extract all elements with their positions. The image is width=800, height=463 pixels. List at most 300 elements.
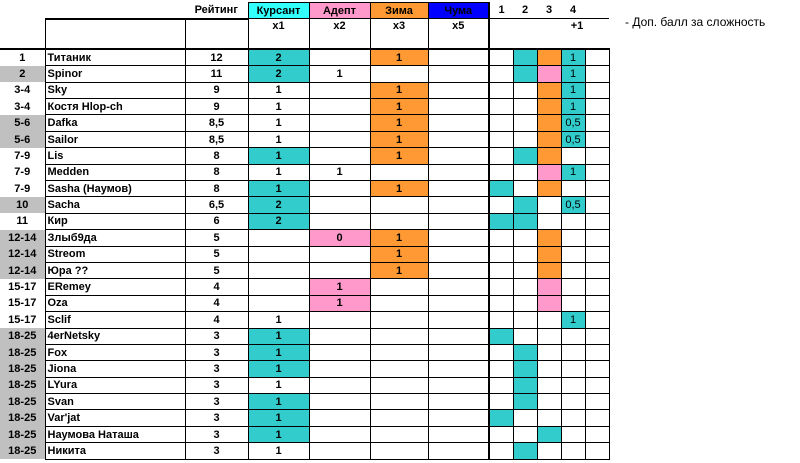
name-cell: Medden [45, 164, 185, 180]
extra-cell [585, 99, 609, 115]
rating-cell: 4 [185, 295, 248, 311]
stage-2-cell [513, 66, 537, 82]
stage-3-cell [537, 181, 561, 197]
rating-cell: 5 [185, 230, 248, 246]
name-cell: Dafka [45, 115, 185, 131]
extra-cell [585, 66, 609, 82]
mult-adept: x2 [309, 19, 370, 49]
bonus-cell [561, 181, 585, 197]
kursant-cell [248, 230, 309, 246]
chuma-cell [428, 246, 489, 262]
zima-cell: 1 [370, 49, 428, 66]
zima-cell [370, 279, 428, 295]
stage-2-cell [513, 377, 537, 393]
table-row [0, 213, 609, 229]
name-cell: Никита [45, 443, 185, 459]
kursant-cell: 2 [248, 197, 309, 213]
zima-cell: 1 [370, 131, 428, 147]
zima-cell: 1 [370, 148, 428, 164]
stage-1-cell [489, 49, 513, 66]
name-cell: Костя Hlop-ch [45, 99, 185, 115]
stage-3-cell [537, 164, 561, 180]
adept-cell: 1 [309, 66, 370, 82]
chuma-cell [428, 377, 489, 393]
name-cell: Fox [45, 344, 185, 360]
stage-3-cell [537, 394, 561, 410]
rank-cell: 12-14 [0, 246, 45, 262]
table-row [0, 246, 609, 262]
stage-2-cell [513, 295, 537, 311]
adept-cell [309, 49, 370, 66]
bonus-cell: 1 [561, 312, 585, 328]
stage-1-cell [489, 443, 513, 459]
zima-cell [370, 410, 428, 426]
zima-cell: 1 [370, 246, 428, 262]
adept-cell [309, 262, 370, 278]
rank-cell: 2 [0, 66, 45, 82]
extra-cell [585, 181, 609, 197]
rank-cell: 3-4 [14, 84, 31, 97]
adept-cell [309, 246, 370, 262]
kursant-cell [248, 246, 309, 262]
rating-cell: 9 [185, 82, 248, 98]
stage-2-cell [513, 181, 537, 197]
rank-cell: 18-25 [0, 426, 45, 442]
kursant-cell: 1 [248, 410, 309, 426]
bonus-cell: 1 [561, 99, 585, 115]
kursant-cell: 1 [248, 426, 309, 442]
stage-2-cell [513, 328, 537, 344]
zima-cell [370, 394, 428, 410]
zima-cell: 1 [370, 230, 428, 246]
bonus-cell [561, 246, 585, 262]
bonus-cell [561, 394, 585, 410]
chuma-cell [428, 410, 489, 426]
stage-2-cell [513, 164, 537, 180]
mult-zima: x3 [370, 19, 428, 49]
bonus-cell [561, 279, 585, 295]
stage-1-cell [489, 213, 513, 229]
rank-cell: 15-17 [8, 313, 37, 326]
stage-3-cell [537, 82, 561, 98]
table-row [0, 328, 609, 344]
stage-1-cell [489, 328, 513, 344]
chuma-cell [428, 295, 489, 311]
rating-cell: 3 [185, 426, 248, 442]
name-cell: LYura [45, 377, 185, 393]
table-row [0, 82, 609, 98]
stage-2-cell [513, 426, 537, 442]
rating-cell: 12 [185, 49, 248, 66]
zima-cell: 1 [370, 82, 428, 98]
chuma-cell [428, 312, 489, 328]
stage-3-cell [537, 426, 561, 442]
adept-cell [309, 328, 370, 344]
bonus-cell [561, 361, 585, 377]
chuma-cell [428, 361, 489, 377]
stage-1-cell [489, 181, 513, 197]
rank-cell: 10 [0, 197, 45, 213]
stage-2-cell [513, 443, 537, 459]
chuma-cell [428, 99, 489, 115]
zima-cell [370, 361, 428, 377]
rank-cell: 5-6 [0, 115, 45, 131]
stage-2-cell [513, 344, 537, 360]
kursant-cell: 1 [248, 164, 309, 180]
adept-cell [309, 361, 370, 377]
zima-cell: 1 [370, 115, 428, 131]
name-cell: Spinor [45, 66, 185, 82]
stage-2-cell [513, 262, 537, 278]
stage-1-cell [489, 394, 513, 410]
adept-cell: 1 [309, 164, 370, 180]
chuma-cell [428, 213, 489, 229]
stage-3-cell [537, 49, 561, 66]
adept-cell [309, 394, 370, 410]
rank-cell: 1 [19, 51, 26, 64]
kursant-cell: 1 [248, 181, 309, 197]
name-cell: ERemey [45, 279, 185, 295]
stage-2-cell [513, 410, 537, 426]
table-row [0, 262, 609, 278]
rank-cell: 7-9 [14, 149, 31, 162]
adept-cell [309, 344, 370, 360]
kursant-cell: 1 [248, 312, 309, 328]
name-cell: Sclif [45, 312, 185, 328]
zima-cell [370, 443, 428, 459]
stage-1-cell [489, 197, 513, 213]
name-cell: Sky [45, 82, 185, 98]
stage-2-cell [513, 131, 537, 147]
zima-cell [370, 197, 428, 213]
chuma-cell [428, 197, 489, 213]
name-cell: Oza [45, 295, 185, 311]
stage-1-cell [489, 115, 513, 131]
stage-2-cell [513, 82, 537, 98]
kursant-cell [248, 295, 309, 311]
chuma-cell [428, 49, 489, 66]
adept-cell [309, 131, 370, 147]
stage-2-cell [513, 312, 537, 328]
extra-cell [585, 328, 609, 344]
table-row [0, 131, 609, 147]
rating-cell: 3 [185, 361, 248, 377]
bonus-cell: 1 [561, 49, 585, 66]
stage-1-cell [489, 164, 513, 180]
bonus-cell [561, 443, 585, 459]
table-row [0, 344, 609, 360]
kursant-cell: 1 [248, 344, 309, 360]
rank-cell: 18-25 [0, 361, 45, 377]
bonus-cell: 1 [561, 164, 585, 180]
name-cell: Var'jat [45, 410, 185, 426]
zima-cell [370, 66, 428, 82]
stage-2-cell [513, 361, 537, 377]
stage-num-1: 1 [489, 3, 513, 19]
rating-cell: 3 [185, 443, 248, 459]
rating-cell: 4 [185, 312, 248, 328]
stage-3-cell [537, 361, 561, 377]
legend-note: - Доп. балл за сложность [625, 15, 766, 29]
name-cell: Наумова Наташа [45, 426, 185, 442]
stage-num-2: 2 [521, 4, 529, 17]
kursant-cell: 1 [248, 148, 309, 164]
zima-cell [370, 426, 428, 442]
rank-cell: 7-9 [14, 182, 31, 195]
adept-cell [309, 312, 370, 328]
name-cell: Злыб9да [45, 230, 185, 246]
chuma-cell [428, 148, 489, 164]
table-row [0, 295, 609, 311]
adept-header: Адепт [309, 3, 370, 19]
stage-1-cell [489, 312, 513, 328]
bonus-cell: 0,5 [561, 131, 585, 147]
zima-cell [370, 328, 428, 344]
adept-cell [309, 213, 370, 229]
chuma-cell [428, 394, 489, 410]
zima-cell [370, 164, 428, 180]
bonus-cell [561, 295, 585, 311]
stage-3-cell [537, 246, 561, 262]
mult-kursant: x1 [248, 19, 309, 49]
chuma-cell [428, 181, 489, 197]
zima-cell [370, 344, 428, 360]
bonus-cell [561, 262, 585, 278]
rating-cell: 4 [185, 279, 248, 295]
kursant-cell: 1 [248, 131, 309, 147]
table-row [0, 279, 609, 295]
chuma-cell [428, 443, 489, 459]
rank-cell: 15-17 [8, 281, 37, 294]
stage-1-cell [489, 66, 513, 82]
rating-cell: 8,5 [185, 131, 248, 147]
chuma-cell [428, 131, 489, 147]
rating-cell: 11 [185, 66, 248, 82]
bonus-cell [561, 328, 585, 344]
bonus-cell [561, 426, 585, 442]
table-row [0, 181, 609, 197]
kursant-cell: 2 [248, 49, 309, 66]
rank-cell: 18-25 [0, 328, 45, 344]
table-row [0, 197, 609, 213]
adept-cell [309, 426, 370, 442]
rank-cell: 5-6 [0, 131, 45, 147]
extra-cell [585, 49, 609, 66]
chuma-cell [428, 115, 489, 131]
stage-3-cell [537, 197, 561, 213]
adept-cell: 1 [309, 279, 370, 295]
rating-cell: 9 [185, 99, 248, 115]
stage-2-cell [513, 49, 537, 66]
stage-num-3: 3 [545, 4, 553, 17]
stage-1-cell [489, 344, 513, 360]
bonus-cell [561, 213, 585, 229]
stage-3-cell [537, 279, 561, 295]
chuma-cell [428, 426, 489, 442]
table-row [0, 361, 609, 377]
bonus-cell [561, 230, 585, 246]
rating-cell: 3 [185, 328, 248, 344]
stage-3-cell [537, 377, 561, 393]
stage-3-cell [537, 131, 561, 147]
adept-cell: 1 [309, 295, 370, 311]
stage-3-cell [537, 410, 561, 426]
rating-cell: 5 [185, 262, 248, 278]
zima-cell: 1 [370, 99, 428, 115]
stage-1-cell [489, 279, 513, 295]
stage-1-cell [489, 99, 513, 115]
name-cell: Svan [45, 394, 185, 410]
extra-cell [585, 115, 609, 131]
extra-cell [585, 443, 609, 459]
stage-3-cell [537, 148, 561, 164]
kursant-cell: 1 [248, 361, 309, 377]
bonus-cell [561, 148, 585, 164]
rating-cell: 8 [185, 148, 248, 164]
extra-cell [585, 279, 609, 295]
stage-2-cell [513, 99, 537, 115]
table-row [0, 230, 609, 246]
zima-cell [370, 312, 428, 328]
stage-2-cell [513, 246, 537, 262]
extra-cell [585, 82, 609, 98]
bonus-cell: 1 [561, 82, 585, 98]
chuma-cell [428, 82, 489, 98]
rating-cell: 6 [185, 213, 248, 229]
extra-cell [585, 394, 609, 410]
rank-cell: 18-25 [0, 410, 45, 426]
rank-cell: 12-14 [0, 230, 45, 246]
adept-cell [309, 148, 370, 164]
kursant-cell [248, 279, 309, 295]
stage-1-cell [489, 426, 513, 442]
stage-1-cell [489, 295, 513, 311]
rank-cell: 15-17 [8, 297, 37, 310]
rating-cell: 3 [185, 394, 248, 410]
chuma-header: Чума [428, 3, 489, 19]
adept-cell [309, 181, 370, 197]
stage-2-cell [513, 148, 537, 164]
stage-1-cell [489, 230, 513, 246]
rank-cell: 11 [16, 215, 29, 228]
name-cell: Lis [45, 148, 185, 164]
name-cell: Jiona [45, 361, 185, 377]
extra-cell [585, 377, 609, 393]
table-row [0, 148, 609, 164]
stage-2-cell [513, 197, 537, 213]
adept-cell [309, 410, 370, 426]
stage-1-cell [489, 377, 513, 393]
extra-cell [585, 361, 609, 377]
stage-3-cell [537, 312, 561, 328]
name-cell: Кир [45, 213, 185, 229]
name-cell: 4erNetsky [45, 328, 185, 344]
stage-1-cell [489, 361, 513, 377]
extra-cell [585, 131, 609, 147]
stage-2-cell [513, 279, 537, 295]
extra-cell [585, 197, 609, 213]
name-cell: Sacha [45, 197, 185, 213]
extra-cell [585, 426, 609, 442]
bonus-mult: +1 [489, 19, 609, 49]
bonus-cell: 0,5 [561, 197, 585, 213]
extra-cell [585, 164, 609, 180]
stage-num-4: 4 [569, 4, 577, 17]
table-row [0, 115, 609, 131]
zima-cell: 1 [370, 181, 428, 197]
table-row [0, 164, 609, 180]
extra-cell [585, 410, 609, 426]
rank-cell: 18-25 [0, 443, 45, 459]
rating-cell: 8,5 [185, 115, 248, 131]
chuma-cell [428, 279, 489, 295]
table-row [0, 49, 609, 66]
table-row [0, 443, 609, 459]
adept-cell [309, 377, 370, 393]
stage-1-cell [489, 410, 513, 426]
extra-cell [585, 262, 609, 278]
table-row [0, 312, 609, 328]
bonus-cell [561, 377, 585, 393]
chuma-cell [428, 328, 489, 344]
table-row [0, 377, 609, 393]
stage-3-cell [537, 213, 561, 229]
table-row [0, 66, 609, 82]
table-row [0, 426, 609, 442]
stage-3-cell [537, 295, 561, 311]
extra-cell [585, 246, 609, 262]
bonus-cell [561, 344, 585, 360]
stage-3-cell [537, 66, 561, 82]
kursant-cell: 1 [248, 82, 309, 98]
rating-cell: 8 [185, 181, 248, 197]
table-row [0, 394, 609, 410]
mult-chuma: x5 [428, 19, 489, 49]
stage-3-cell [537, 99, 561, 115]
stage-2-cell [513, 213, 537, 229]
chuma-cell [428, 262, 489, 278]
extra-cell [585, 312, 609, 328]
stage-3-cell [537, 115, 561, 131]
stage-2-cell [513, 394, 537, 410]
kursant-cell: 1 [248, 115, 309, 131]
rating-cell: 5 [185, 246, 248, 262]
kursant-cell [248, 262, 309, 278]
stage-3-cell [537, 344, 561, 360]
name-cell: Streom [45, 246, 185, 262]
bonus-cell [561, 410, 585, 426]
zima-cell [370, 213, 428, 229]
chuma-cell [428, 230, 489, 246]
rating-cell: 3 [185, 377, 248, 393]
rating-cell: 8 [185, 164, 248, 180]
rating-cell: 3 [185, 410, 248, 426]
stage-2-cell [513, 230, 537, 246]
name-cell: Sailor [45, 131, 185, 147]
chuma-cell [428, 66, 489, 82]
stage-3-cell [537, 443, 561, 459]
stage-1-cell [489, 148, 513, 164]
rating-header: Рейтинг [194, 4, 238, 17]
adept-cell [309, 99, 370, 115]
extra-cell [585, 230, 609, 246]
zima-header: Зима [370, 3, 428, 19]
extra-cell [585, 213, 609, 229]
kursant-cell: 2 [248, 66, 309, 82]
table-row [0, 99, 609, 115]
kursant-cell: 1 [248, 99, 309, 115]
kursant-cell: 1 [248, 394, 309, 410]
